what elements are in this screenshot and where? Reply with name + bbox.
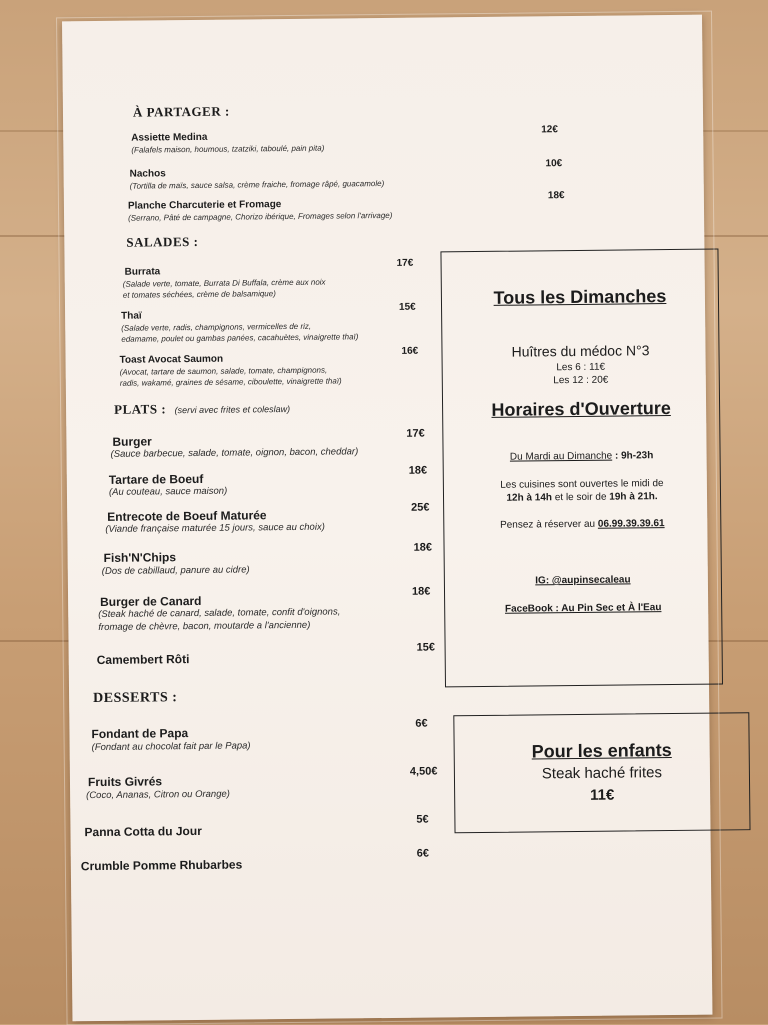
dimanches-title: Tous les Dimanches (493, 286, 667, 308)
item-desc: (Steak haché de canard, salade, tomate, confit d'oignons, (98, 606, 341, 621)
item-price: 18€ (547, 190, 565, 202)
reserve-text: Pensez à réserver au (499, 518, 598, 531)
item-desc: fromage de chèvre, bacon, moutarde a l'ancienne) (98, 619, 311, 634)
item-name: Burger de Canard (100, 593, 202, 609)
huitres-line: Huîtres du médoc N°3 (511, 342, 650, 360)
item-name: Camembert Rôti (96, 652, 190, 668)
opening-days-label: Du Mardi au Dimanche (509, 450, 613, 463)
kids-title: Pour les enfants (531, 740, 672, 762)
opening-days (444, 449, 720, 463)
item-price: 25€ (411, 501, 430, 514)
item-name: Crumble Pomme Rhubarbes (80, 857, 243, 874)
item-price: 5€ (416, 813, 429, 826)
item-price: 17€ (406, 427, 425, 440)
item-name: Nachos (129, 168, 166, 180)
plats-header (114, 399, 290, 419)
opening-hours: : 9h-23h (612, 450, 654, 462)
item-price: 6€ (416, 847, 430, 860)
cuisine-line2 (444, 490, 720, 504)
kids-box (453, 712, 750, 833)
reserve-line (444, 517, 720, 531)
item-name: Panna Cotta du Jour (84, 823, 202, 840)
section-partager: À PARTAGER : (132, 103, 230, 120)
item-desc: et tomates séchées, crème de balsamique) (122, 289, 276, 300)
item-name: Fruits Givrés (87, 774, 163, 790)
item-price: 18€ (411, 585, 431, 598)
item-desc: (Falafels maison, houmous, tzatziki, taboulé, pain pita) (131, 143, 325, 155)
menu-paper (62, 15, 712, 1022)
item-desc: radis, wakamé, graines de sésame, ciboulette, vinaigrette thaï) (119, 376, 342, 388)
huitres-12: Les 12 : 20€ (553, 374, 609, 387)
item-desc: (Sauce barbecue, salade, tomate, oignon, bacon, cheddar) (110, 446, 359, 460)
section-plats: PLATS : (114, 401, 167, 417)
item-name: Thaï (121, 310, 142, 322)
item-name: Toast Avocat Saumon (119, 353, 224, 366)
horaires-title: Horaires d'Ouverture (491, 397, 671, 420)
facebook-page[interactable]: FaceBook : Au Pin Sec et À l'Eau (504, 602, 662, 615)
item-price: 16€ (401, 345, 419, 357)
phone-number[interactable]: 06.99.39.39.61 (597, 518, 665, 530)
item-desc: edamame, poulet ou gambas panées, cacahuètes, vinaigrette thaï) (121, 332, 359, 344)
item-name: Entrecote de Boeuf Maturée (107, 508, 267, 524)
item-price: 18€ (408, 464, 428, 477)
item-name: Assiette Medina (131, 131, 208, 144)
item-desc: (Tortilla de maïs, sauce salsa, crème fraiche, fromage râpé, guacamole) (129, 178, 385, 191)
item-desc: (Serrano, Pâté de campagne, Chorizo ibérique, Fromages selon l'arrivage) (128, 210, 393, 223)
cuisine-line1: Les cuisines sont ouvertes le midi de (500, 478, 664, 491)
item-desc: (Coco, Ananas, Citron ou Orange) (86, 788, 230, 802)
item-desc: (Avocat, tartare de saumon, salade, tomate, champignons, (119, 365, 328, 377)
item-desc: (Viande française maturée 15 jours, sauce au choix) (105, 521, 325, 535)
kids-price: 11€ (589, 786, 615, 804)
item-name: Fondant de Papa (91, 726, 189, 742)
plats-note: (servi avec frites et coleslaw) (174, 403, 291, 416)
item-price: 15€ (416, 641, 436, 654)
cuisine-soir: 19h à 21h. (609, 491, 658, 503)
item-price: 12€ (541, 124, 558, 136)
item-name: Fish'N'Chips (103, 550, 177, 565)
item-name: Burrata (124, 266, 161, 278)
item-name: Burger (112, 434, 152, 449)
item-name: Planche Charcuterie et Fromage (127, 199, 282, 212)
instagram-handle[interactable]: IG: @aupinsecaleau (535, 574, 631, 587)
item-desc: (Salade verte, tomate, Burrata Di Buffala, crème aux noix (122, 277, 326, 289)
item-price: 17€ (396, 257, 414, 269)
cuisine-midi: 12h à 14h (506, 492, 553, 504)
item-price: 18€ (413, 541, 432, 554)
item-price: 15€ (398, 301, 416, 313)
item-name: Tartare de Boeuf (108, 471, 204, 487)
item-desc: (Salade verte, radis, champignons, vermicelles de riz, (121, 321, 312, 333)
section-desserts: DESSERTS : (93, 690, 178, 707)
item-price: 6€ (415, 717, 428, 730)
item-desc: (Fondant au chocolat fait par le Papa) (91, 740, 251, 754)
cuisine-mid: et le soir de (551, 491, 610, 504)
info-box (440, 248, 723, 687)
item-price: 10€ (545, 158, 563, 170)
huitres-6: Les 6 : 11€ (556, 361, 606, 374)
item-price: 4,50€ (409, 765, 438, 778)
item-desc: (Au couteau, sauce maison) (108, 485, 228, 498)
item-desc: (Dos de cabillaud, panure au cidre) (101, 564, 250, 577)
section-salades: SALADES : (126, 233, 199, 250)
kids-item: Steak haché frites (541, 764, 663, 783)
